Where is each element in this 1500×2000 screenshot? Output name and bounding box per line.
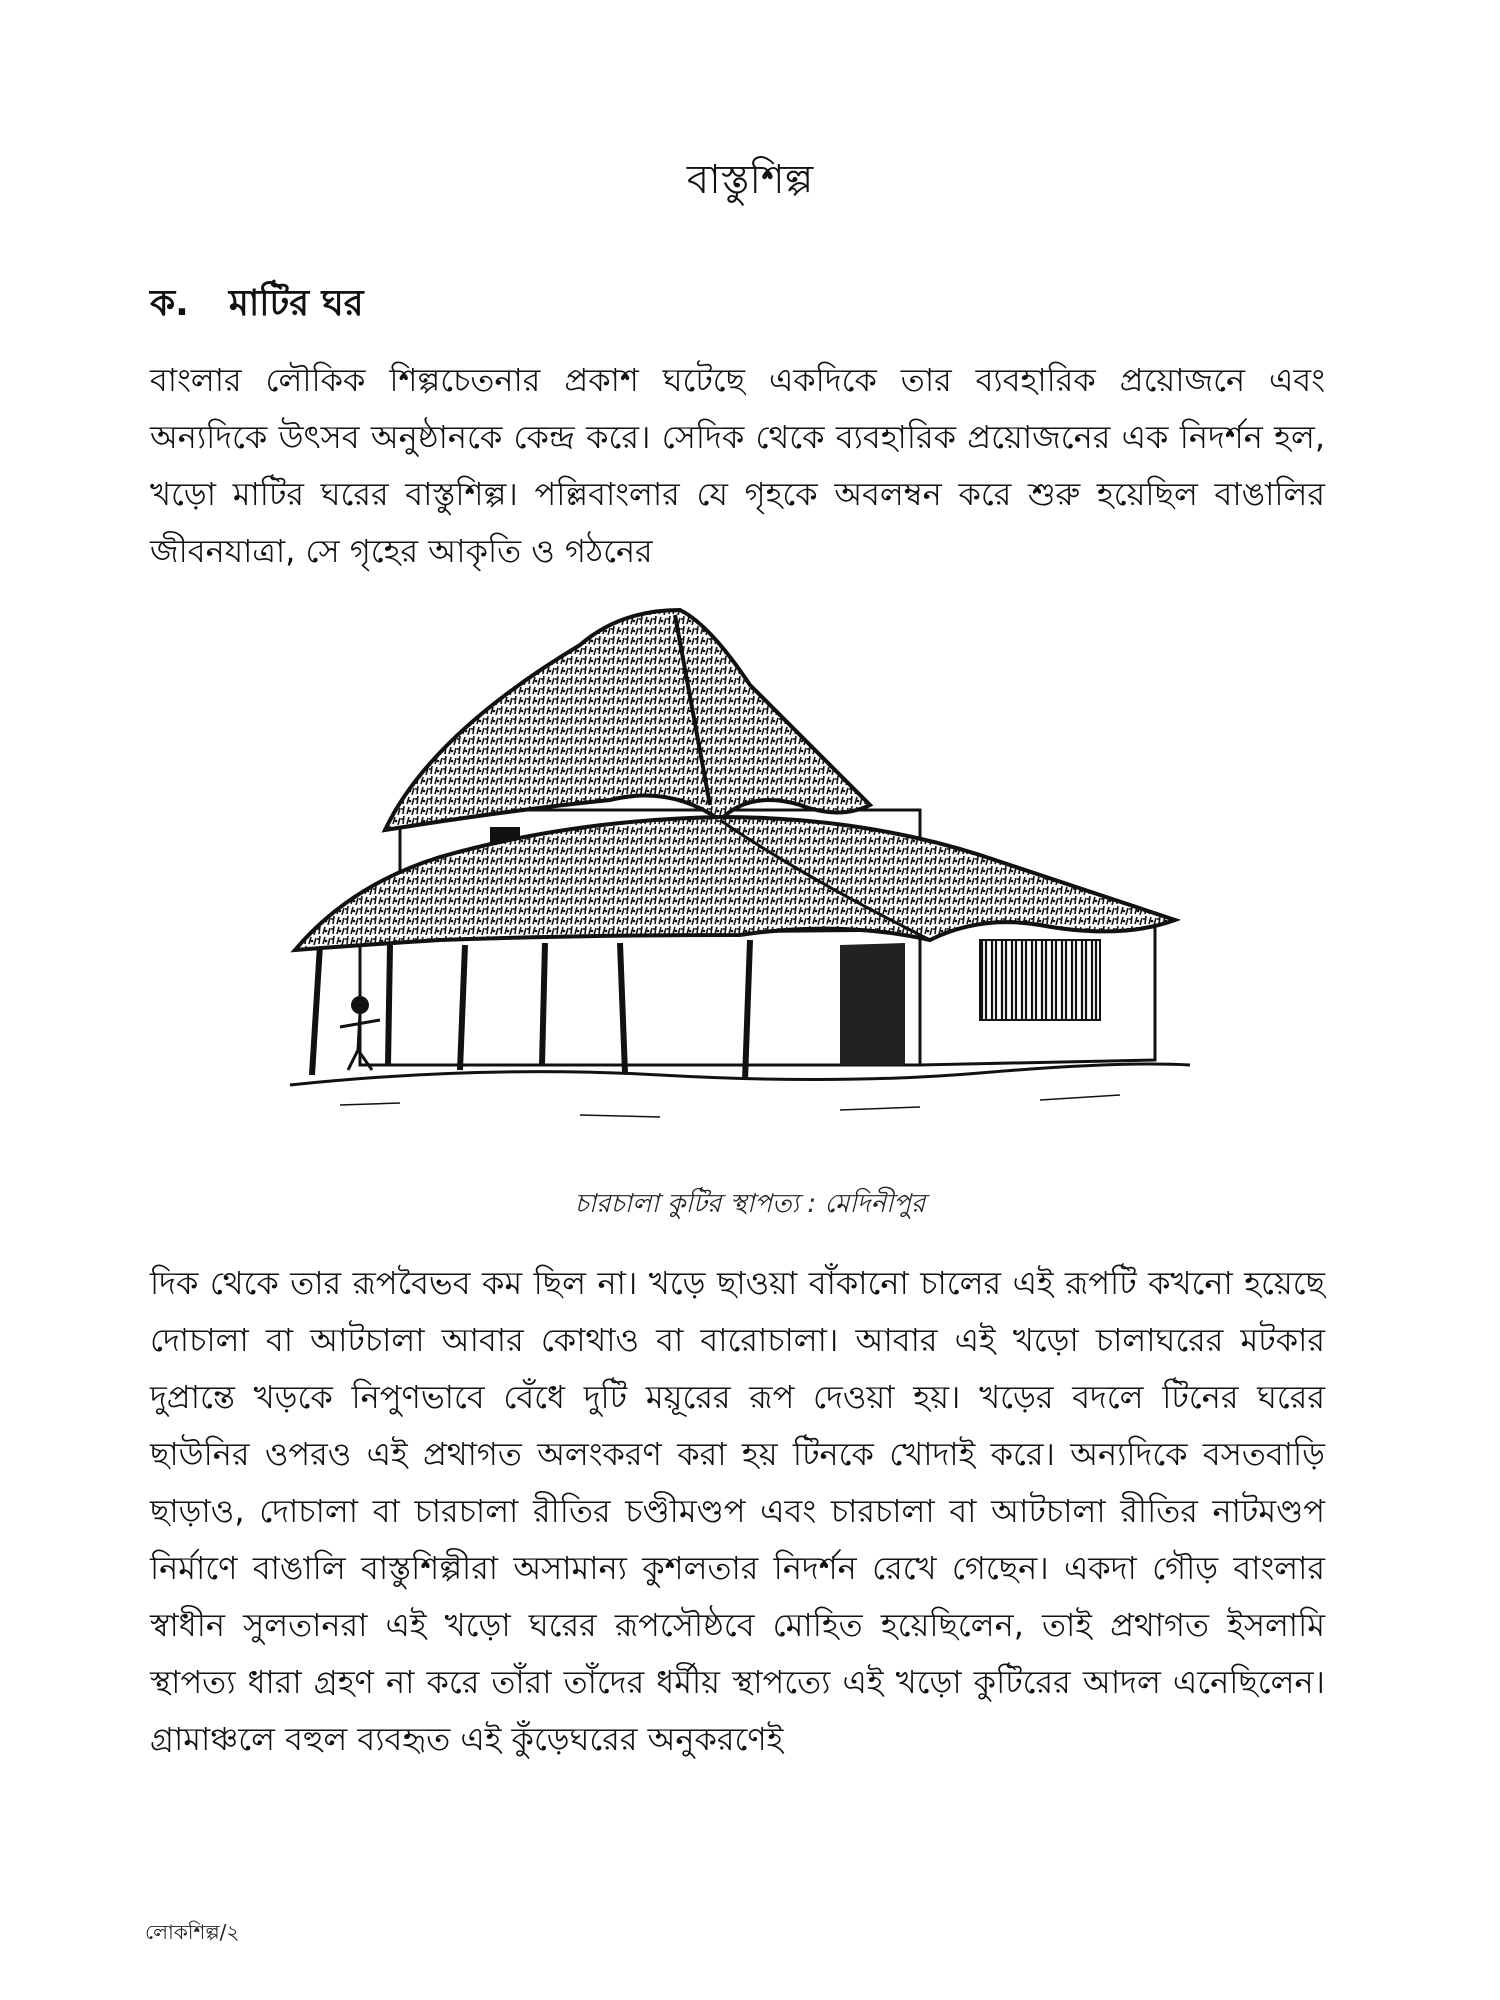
ground-line — [290, 1064, 1190, 1085]
upper-roof — [385, 610, 870, 830]
section-title: মাটির ঘর — [228, 283, 364, 324]
thatched-hut-illustration — [280, 595, 1210, 1155]
paragraph-1: বাংলার লৌকিক শিল্পচেতনার প্রকাশ ঘটেছে একদিকে তার ব্যবহারিক প্রয়োজনে এবং অন্যদিকে উৎসব অনুষ্ঠানকে কেন্দ্র করে। সেদিক থেকে ব্যবহারিক প্রয়োজনের এক নিদর্শন হল, খড়ো মাটির ঘরের বাস্তুশিল্প। পল্লিবাংলার যে গৃহকে অবলম্বন করে শুরু হয়েছিল বাঙালির জীবনযাত্রা, সে গৃহের আকৃতি ও গঠনের — [150, 361, 1325, 570]
chapter-title: বাস্তুশিল্প — [686, 157, 814, 203]
page-footer: লোকশিল্প/২ — [145, 1920, 240, 1944]
door — [840, 943, 905, 1065]
hut-drawing — [280, 595, 1210, 1155]
paragraph-2: দিক থেকে তার রূপবৈভব কম ছিল না। খড়ে ছাওয়া বাঁকানো চালের এই রূপটি কখনো হয়েছে দোচালা বা আটচালা আবার কোথাও বা বারোচালা। আবার এই খড়ো চালাঘরের মটকার দুপ্রান্তে খড়কে নিপুণভাবে বেঁধে দুটি ময়ূরের রূপ দেওয়া হয়। খড়ের বদলে টিনের ঘরের ছাউনির ওপরও এই প্রথাগত অলংকরণ করা হয় টিনকে খোদাই করে। অন্যদিকে বসতবাড়ি ছাড়াও, দোচালা বা চারচালা রীতির চণ্ডীমণ্ডপ এবং চারচালা বা আটচালা রীতির নাটমণ্ডপ নির্মাণে বাঙালি বাস্তুশিল্পীরা অসামান্য কুশলতার নিদর্শন রেখে গেছেন। একদা গৌড় বাংলার স্বাধীন সুলতানরা এই খড়ো ঘরের রূপসৌষ্ঠবে মোহিত হয়েছিলেন, তাই প্রথাগত ইসলামি স্থাপত্য ধারা গ্রহণ না করে তাঁরা তাঁদের ধর্মীয় স্থাপত্যে এই খড়ো কুটিরের আদল এনেছিলেন। গ্রামাঞ্চলে বহুল ব্যবহৃত এই কুঁড়েঘরের অনুকরণেই — [150, 1264, 1325, 1758]
figure-caption: চারচালা কুটির স্থাপত্য : মেদিনীপুর — [574, 1189, 926, 1219]
lower-wall — [360, 930, 920, 1065]
side-window-grille — [980, 940, 1100, 1020]
section-number: ক. — [150, 283, 189, 324]
section-heading — [150, 276, 364, 336]
